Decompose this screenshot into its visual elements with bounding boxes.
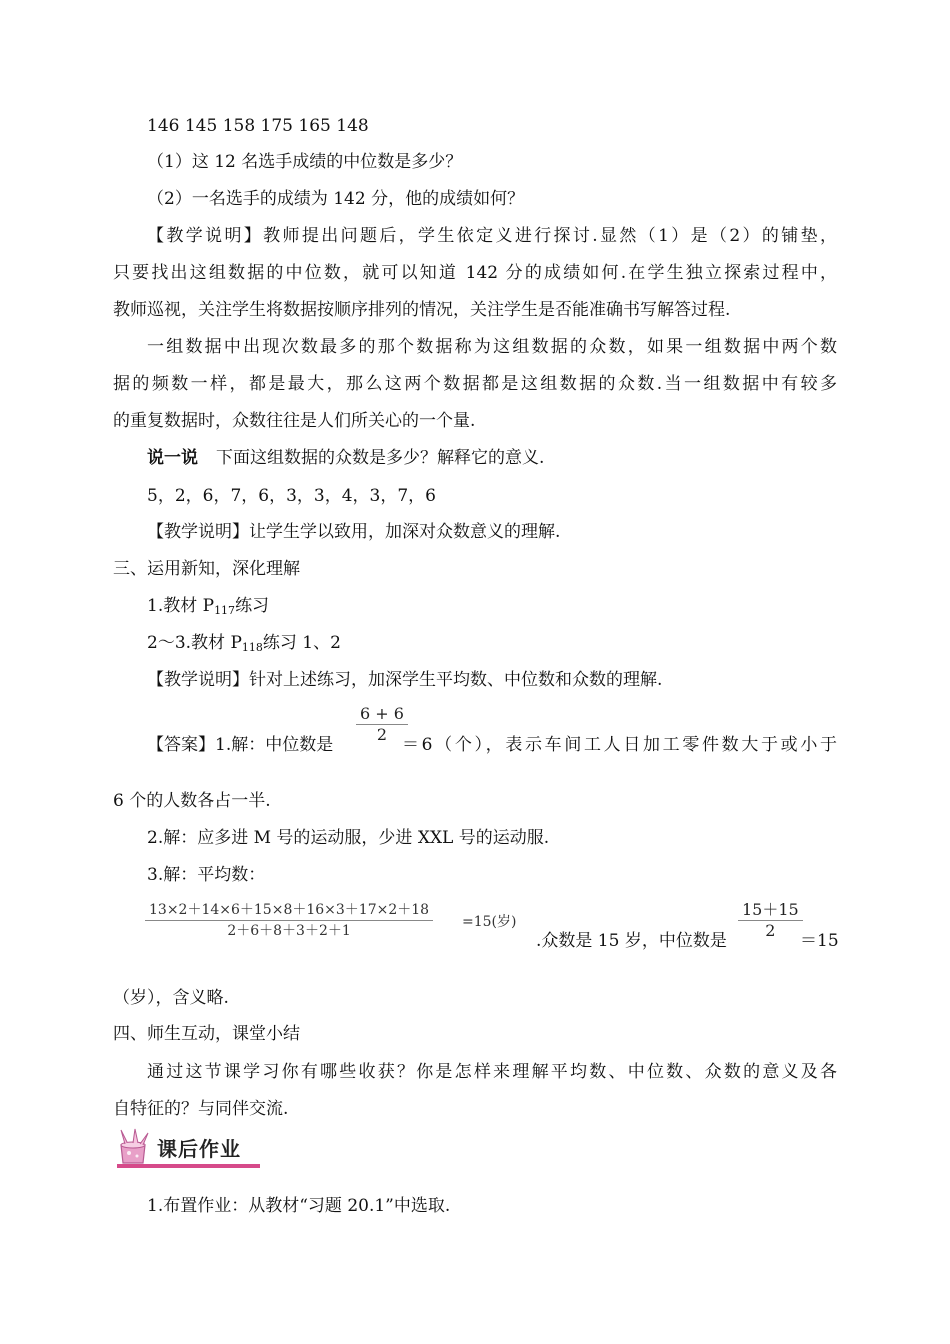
answer-3-line-2: （岁），含义略. <box>113 988 229 1008</box>
average-fraction <box>145 900 433 941</box>
exercise-1 <box>147 594 269 623</box>
answer-1-suffix: ＝6（个），表示车间工人日加工零件数大于或小于 <box>402 735 837 755</box>
homework-badge-label: 课后作业 <box>157 1137 241 1161</box>
teaching-note-1-line-1: 【教学说明】教师提出问题后，学生依定义进行探讨.显然（1）是（2）的铺垫， <box>147 226 837 246</box>
exercise-1-prefix: 1.教材 P <box>147 596 215 616</box>
median-fraction-1-denominator: 2 <box>376 725 388 744</box>
teaching-note-2: 【教学说明】让学生学以致用，加深对众数意义的理解. <box>147 522 561 542</box>
median-fraction-2-numerator: 15＋15 <box>738 900 803 921</box>
section-3-heading: 三、运用新知，深化理解 <box>113 559 300 579</box>
answer-2: 2.解：应多进 M 号的运动服，少进 XXL 号的运动服. <box>147 828 550 848</box>
answer-3-heading: 3.解：平均数： <box>147 865 266 885</box>
median-fraction-2 <box>738 900 803 941</box>
summary-line-2: 自特征的？与同伴交流. <box>113 1099 289 1119</box>
exercise-2-3 <box>147 631 341 660</box>
pencil-cup-icon <box>121 1129 148 1163</box>
answer-3-mid: .众数是 15 岁，中位数是 <box>536 931 727 951</box>
question-2: （2）一名选手的成绩为 142 分，他的成绩如何？ <box>147 189 525 209</box>
say-it-label: 说一说 <box>147 448 198 468</box>
mode-definition-line-3: 的重复数据时，众数往往是人们所关心的一个量. <box>113 411 476 431</box>
homework-badge <box>115 1127 260 1169</box>
average-fraction-denominator: 2＋6＋8＋3＋2＋1 <box>227 923 351 939</box>
mode-definition-line-2: 据的频数一样，都是最大，那么这两个数据都是这组数据的众数.当一组数据中有较多 <box>113 374 837 394</box>
median-fraction-2-denominator: 2 <box>765 921 776 940</box>
exercise-1-page: 117 <box>214 604 236 617</box>
mode-definition-line-1: 一组数据中出现次数最多的那个数据称为这组数据的众数，如果一组数据中两个数 <box>147 337 837 357</box>
answer-1-line-2: 6 个的人数各占一半. <box>113 791 271 811</box>
data-set-line: 5，2，6，7，6，3，3，4，3，7，6 <box>147 486 436 506</box>
teaching-note-1-line-2: 只要找出这组数据的中位数，就可以知道 142 分的成绩如何.在学生独立探索过程中， <box>113 263 837 283</box>
median-result: ＝15 <box>800 931 839 951</box>
exercise-2-page: 118 <box>241 641 263 654</box>
average-result: =15(岁) <box>462 914 517 930</box>
median-fraction-1 <box>356 704 408 745</box>
summary-line-1: 通过这节课学习你有哪些收获？你是怎样来理解平均数、中位数、众数的意义及各 <box>147 1062 837 1082</box>
scores-line: 146 145 158 175 165 148 <box>147 116 369 136</box>
exercise-2-prefix: 2～3.教材 P <box>147 633 242 653</box>
say-it-text: 下面这组数据的众数是多少？解释它的意义. <box>216 448 545 468</box>
average-fraction-numerator: 13×2＋14×6＋15×8＋16×3＋17×2＋18 <box>145 900 433 921</box>
teaching-note-3: 【教学说明】针对上述练习，加深学生平均数、中位数和众数的理解. <box>147 670 663 690</box>
exercise-2-suffix: 练习 1、2 <box>262 633 341 653</box>
question-1: （1）这 12 名选手成绩的中位数是多少？ <box>147 152 463 172</box>
answer-1-prefix: 【答案】1.解：中位数是 <box>147 735 334 755</box>
median-fraction-1-numerator: 6 + 6 <box>356 704 408 725</box>
exercise-1-suffix: 练习 <box>235 596 270 616</box>
say-it-line <box>147 446 544 470</box>
section-4-heading: 四、师生互动，课堂小结 <box>113 1024 300 1044</box>
teaching-note-1-line-3: 教师巡视，关注学生将数据按顺序排列的情况，关注学生是否能准确书写解答过程. <box>113 300 731 320</box>
homework-item-1: 1.布置作业：从教材“习题 20.1”中选取. <box>147 1196 451 1216</box>
